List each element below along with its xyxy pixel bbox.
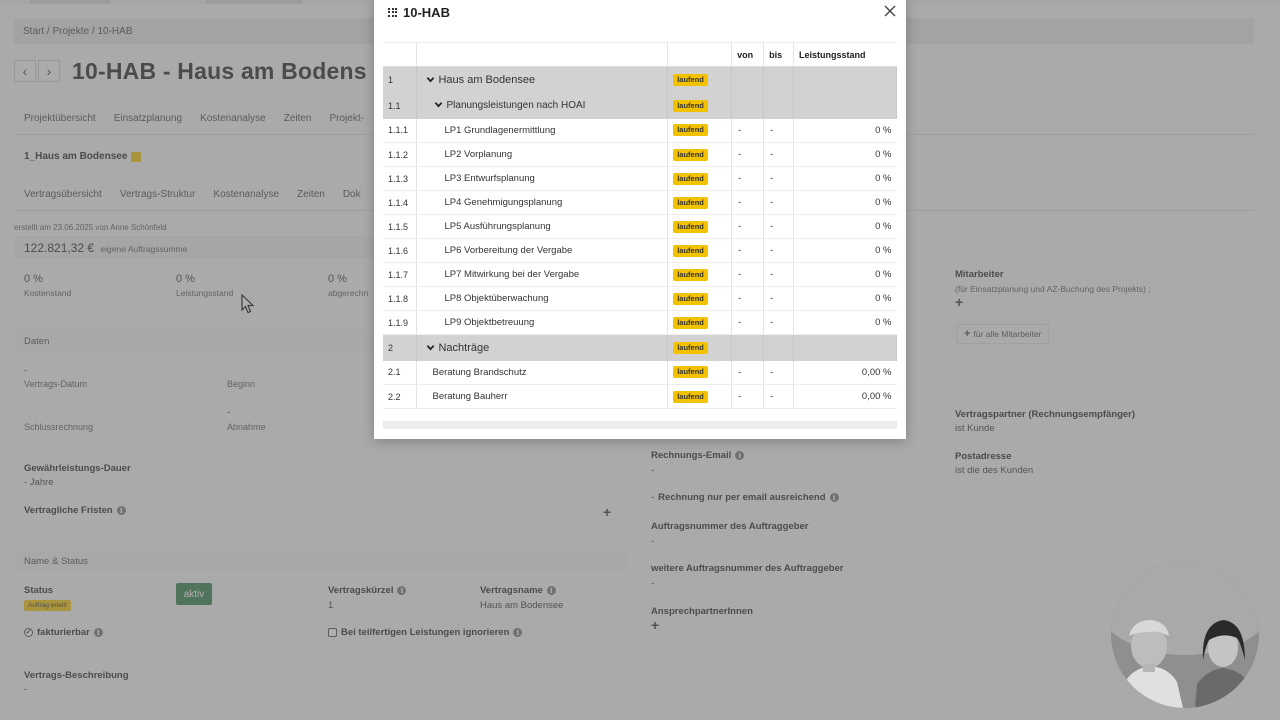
row-bis: - xyxy=(764,385,794,409)
row-label: Planungsleistungen nach HOAI xyxy=(446,100,586,111)
row-label-cell xyxy=(417,143,668,167)
row-status-cell xyxy=(668,361,732,385)
row-leistungsstand: 0 % xyxy=(794,311,897,335)
row-status-cell xyxy=(668,239,732,263)
row-leistungsstand: 0 % xyxy=(794,263,897,287)
row-number: 1.1.7 xyxy=(383,263,417,287)
row-status-cell xyxy=(668,335,732,361)
row-status-cell xyxy=(668,67,732,93)
col-leistungsstand: Leistungsstand xyxy=(794,43,897,67)
row-label: LP5 Ausführungsplanung xyxy=(444,221,551,232)
row-leistungsstand: 0 % xyxy=(794,167,897,191)
row-von: - xyxy=(732,361,764,385)
status-badge[interactable]: laufend xyxy=(673,74,708,86)
row-number: 1 xyxy=(383,67,417,93)
row-leistungsstand: 0 % xyxy=(794,239,897,263)
row-label: LP7 Mitwirkung bei der Vergabe xyxy=(444,269,580,280)
table-row[interactable] xyxy=(383,385,897,409)
col-label xyxy=(417,43,668,67)
row-bis: - xyxy=(764,215,794,239)
table-body xyxy=(383,67,897,409)
chevron-down-icon[interactable] xyxy=(426,343,435,352)
row-status-cell xyxy=(668,311,732,335)
row-label-cell xyxy=(417,335,668,361)
row-number: 2.2 xyxy=(383,385,417,409)
table-row[interactable] xyxy=(383,263,897,287)
row-status-cell xyxy=(668,119,732,143)
row-bis xyxy=(764,67,794,93)
row-label-cell xyxy=(417,67,668,93)
chevron-down-icon[interactable] xyxy=(434,100,443,109)
row-bis: - xyxy=(764,361,794,385)
row-label-cell xyxy=(417,191,668,215)
presenters-image xyxy=(1111,560,1259,708)
row-von xyxy=(732,93,764,119)
row-label: LP1 Grundlagenermittlung xyxy=(444,124,556,136)
row-bis xyxy=(764,335,794,361)
row-von: - xyxy=(732,167,764,191)
row-number: 1.1.1 xyxy=(383,119,417,143)
status-badge[interactable]: laufend xyxy=(673,173,708,185)
row-number: 1.1.4 xyxy=(383,191,417,215)
grid-icon xyxy=(388,8,397,17)
status-badge[interactable]: laufend xyxy=(673,245,708,257)
row-label-cell xyxy=(417,263,668,287)
col-bis: bis xyxy=(764,43,794,67)
row-bis: - xyxy=(764,119,794,143)
chevron-down-icon[interactable] xyxy=(426,75,435,84)
row-von: - xyxy=(732,239,764,263)
row-number: 1.1.2 xyxy=(383,143,417,167)
status-badge[interactable]: laufend xyxy=(673,317,708,329)
row-bis: - xyxy=(764,191,794,215)
row-von xyxy=(732,335,764,361)
row-leistungsstand: 0,00 % xyxy=(794,385,897,409)
row-status-cell xyxy=(668,93,732,119)
row-label-cell xyxy=(417,93,668,119)
row-label-cell xyxy=(417,361,668,385)
status-badge[interactable]: laufend xyxy=(673,293,708,305)
row-leistungsstand: 0 % xyxy=(794,143,897,167)
close-icon[interactable] xyxy=(882,3,898,19)
row-label: Beratung Bauherr xyxy=(432,391,508,402)
row-bis: - xyxy=(764,143,794,167)
row-label-cell xyxy=(417,239,668,263)
row-number: 2.1 xyxy=(383,361,417,385)
row-status-cell xyxy=(668,263,732,287)
row-von: - xyxy=(732,119,764,143)
row-bis: - xyxy=(764,311,794,335)
row-status-cell xyxy=(668,385,732,409)
row-label-cell xyxy=(417,385,668,409)
row-leistungsstand xyxy=(794,67,897,93)
row-leistungsstand: 0 % xyxy=(794,119,897,143)
row-von: - xyxy=(732,311,764,335)
table-row[interactable] xyxy=(383,215,897,239)
structure-table xyxy=(383,42,897,409)
webcam-bubble xyxy=(1111,560,1259,708)
table-row[interactable] xyxy=(383,239,897,263)
row-label-cell xyxy=(417,167,668,191)
table-row[interactable] xyxy=(383,143,897,167)
row-bis: - xyxy=(764,167,794,191)
table-row[interactable] xyxy=(383,119,897,143)
row-bis: - xyxy=(764,263,794,287)
col-status xyxy=(668,43,732,67)
table-header-row xyxy=(383,43,897,67)
row-bis: - xyxy=(764,239,794,263)
row-von: - xyxy=(732,191,764,215)
row-leistungsstand: 0 % xyxy=(794,287,897,311)
row-von: - xyxy=(732,287,764,311)
table-row[interactable] xyxy=(383,287,897,311)
structure-modal xyxy=(374,0,906,439)
row-von xyxy=(732,67,764,93)
row-leistungsstand: 0,00 % xyxy=(794,361,897,385)
row-label: Haus am Bodensee xyxy=(438,73,536,86)
status-badge[interactable]: laufend xyxy=(673,100,708,112)
row-label-cell xyxy=(417,287,668,311)
table-row[interactable] xyxy=(383,167,897,191)
row-label-cell xyxy=(417,215,668,239)
row-label: Beratung Brandschutz xyxy=(432,366,527,378)
row-leistungsstand: 0 % xyxy=(794,191,897,215)
row-bis: - xyxy=(764,287,794,311)
group-row[interactable] xyxy=(383,93,897,119)
row-number: 1.1 xyxy=(383,93,417,119)
row-number: 1.1.9 xyxy=(383,311,417,335)
status-badge[interactable]: laufend xyxy=(673,149,708,161)
row-number: 1.1.8 xyxy=(383,287,417,311)
row-leistungsstand xyxy=(794,93,897,119)
table-row[interactable] xyxy=(383,311,897,335)
row-label-cell xyxy=(417,311,668,335)
row-leistungsstand: 0 % xyxy=(794,215,897,239)
col-von: von xyxy=(732,43,764,67)
row-status-cell xyxy=(668,287,732,311)
row-status-cell xyxy=(668,191,732,215)
status-badge[interactable]: laufend xyxy=(673,221,708,233)
status-badge[interactable]: laufend xyxy=(673,342,708,354)
row-label: Nachträge xyxy=(438,341,490,354)
status-badge[interactable]: laufend xyxy=(673,197,708,209)
group-row[interactable] xyxy=(383,335,897,361)
row-number: 1.1.6 xyxy=(383,239,417,263)
row-number: 2 xyxy=(383,335,417,361)
row-status-cell xyxy=(668,215,732,239)
status-badge[interactable]: laufend xyxy=(673,366,708,378)
row-number: 1.1.5 xyxy=(383,215,417,239)
row-leistungsstand xyxy=(794,335,897,361)
row-von: - xyxy=(732,385,764,409)
status-badge[interactable]: laufend xyxy=(673,391,708,403)
row-label-cell xyxy=(417,119,668,143)
modal-header xyxy=(374,0,906,24)
row-label: LP9 Objektbetreuung xyxy=(444,317,535,328)
row-von: - xyxy=(732,263,764,287)
row-label: LP8 Objektüberwachung xyxy=(444,293,549,304)
modal-scrollbar[interactable] xyxy=(383,421,897,429)
group-row[interactable] xyxy=(383,67,897,93)
status-badge[interactable]: laufend xyxy=(673,269,708,281)
col-num xyxy=(383,43,417,67)
table-row[interactable] xyxy=(383,191,897,215)
row-label: LP6 Vorbereitung der Vergabe xyxy=(444,245,573,256)
row-label: LP2 Vorplanung xyxy=(444,149,513,160)
row-status-cell xyxy=(668,167,732,191)
row-von: - xyxy=(732,215,764,239)
row-label: LP3 Entwurfsplanung xyxy=(444,173,535,184)
table-row[interactable] xyxy=(383,361,897,385)
modal-title: 10-HAB xyxy=(403,4,450,20)
row-number: 1.1.3 xyxy=(383,167,417,191)
row-bis xyxy=(764,93,794,119)
row-von: - xyxy=(732,143,764,167)
status-badge[interactable]: laufend xyxy=(673,124,708,136)
row-label: LP4 Genehmigungsplanung xyxy=(444,197,563,208)
row-status-cell xyxy=(668,143,732,167)
